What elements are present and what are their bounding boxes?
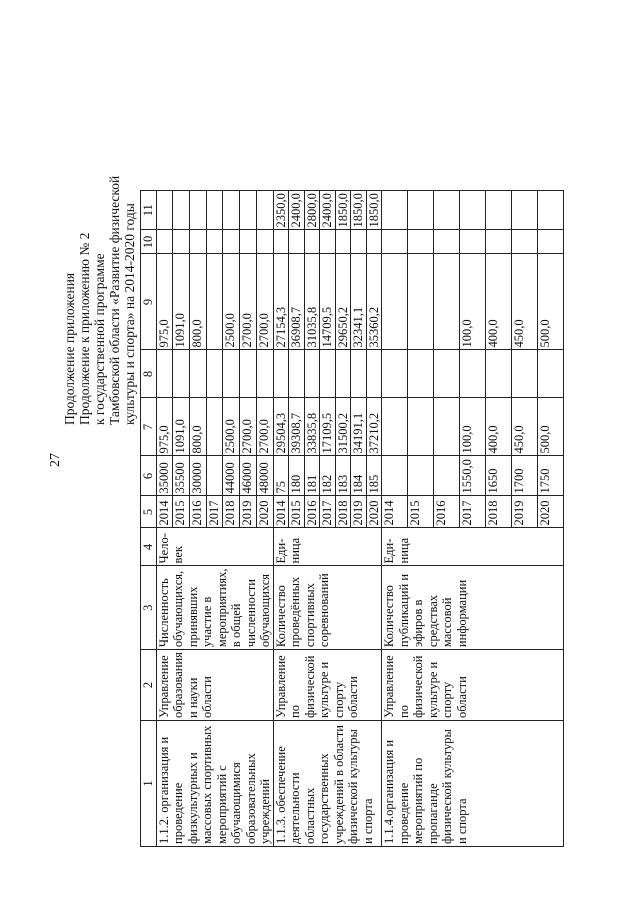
value-cell: 1850,0 [335, 191, 351, 230]
indicator-cell: Количество публикаций и эфиров в средствах массовой информации [382, 566, 564, 650]
value-cell [156, 191, 173, 230]
value-cell: 34191,1 [351, 398, 367, 456]
value-cell: 29504,3 [273, 398, 289, 456]
value-cell [351, 230, 367, 254]
value-cell: 181 [304, 456, 320, 496]
year-cell: 2019 [240, 496, 257, 528]
value-cell [434, 230, 460, 254]
value-cell: 400,0 [486, 254, 512, 350]
year-cell: 2016 [304, 496, 320, 528]
value-cell [408, 230, 434, 254]
value-cell: 180 [289, 456, 305, 496]
value-cell: 800,0 [189, 254, 206, 350]
value-cell: 183 [335, 456, 351, 496]
value-cell [408, 398, 434, 456]
year-cell: 2019 [512, 496, 538, 528]
value-cell [320, 350, 336, 398]
value-cell: 2700,0 [256, 398, 273, 456]
value-cell: 2400,0 [320, 191, 336, 230]
unit-cell: Еди-ница [273, 528, 382, 566]
value-cell [538, 230, 564, 254]
value-cell [173, 230, 190, 254]
value-cell [486, 230, 512, 254]
value-cell [366, 350, 382, 398]
value-cell [320, 230, 336, 254]
header-line: Продолжение приложения [62, 272, 77, 425]
col-header: 10 [141, 230, 157, 254]
value-cell: 184 [351, 456, 367, 496]
value-cell [382, 254, 408, 350]
value-cell [408, 456, 434, 496]
value-cell [206, 350, 223, 398]
value-cell [408, 350, 434, 398]
value-cell [335, 350, 351, 398]
year-cell: 2016 [189, 496, 206, 528]
value-cell: 975,0 [156, 398, 173, 456]
value-cell: 32341,1 [351, 254, 367, 350]
value-cell: 100,0 [460, 398, 486, 456]
value-cell: 30000 [189, 456, 206, 496]
value-cell [486, 350, 512, 398]
value-cell: 2500,0 [223, 398, 240, 456]
value-cell: 2500,0 [223, 254, 240, 350]
col-header: 6 [141, 456, 157, 496]
col-header: 8 [141, 350, 157, 398]
value-cell [382, 230, 408, 254]
value-cell [434, 254, 460, 350]
value-cell [351, 350, 367, 398]
value-cell [460, 350, 486, 398]
indicator-cell: Численность обучающихся, принявших участие в мероприятиях, в общей численности обучающихся [156, 566, 273, 650]
year-cell: 2020 [366, 496, 382, 528]
value-cell: 27154,3 [273, 254, 289, 350]
col-header: 4 [141, 528, 157, 566]
value-cell: 1700 [512, 456, 538, 496]
value-cell: 1750 [538, 456, 564, 496]
value-cell [486, 191, 512, 230]
value-cell [206, 230, 223, 254]
value-cell [434, 191, 460, 230]
value-cell [206, 191, 223, 230]
value-cell: 2400,0 [289, 191, 305, 230]
value-cell: 31500,2 [335, 398, 351, 456]
value-cell [382, 191, 408, 230]
year-cell: 2014 [382, 496, 408, 528]
header-line: к государственной программе [92, 253, 107, 425]
value-cell [240, 350, 257, 398]
value-cell [240, 191, 257, 230]
col-header: 7 [141, 398, 157, 456]
value-cell: 35000 [156, 456, 173, 496]
value-cell: 1091,0 [173, 398, 190, 456]
year-cell: 2017 [460, 496, 486, 528]
value-cell [189, 191, 206, 230]
activity-cell: 1.1.4.организация и проведение мероприятий по пропаганде физической культуры и спорта [382, 721, 564, 847]
table-row [382, 191, 408, 847]
value-cell: 1550,0 [460, 456, 486, 496]
value-cell: 36908,7 [289, 254, 305, 350]
value-cell [538, 350, 564, 398]
value-cell: 35500 [173, 456, 190, 496]
value-cell: 500,0 [538, 254, 564, 350]
table-row [273, 191, 289, 847]
value-cell [156, 350, 173, 398]
value-cell: 17109,5 [320, 398, 336, 456]
value-cell [173, 191, 190, 230]
year-cell: 2019 [351, 496, 367, 528]
col-header: 5 [141, 496, 157, 528]
value-cell: 400,0 [486, 398, 512, 456]
value-cell: 48000 [256, 456, 273, 496]
value-cell [273, 350, 289, 398]
value-cell [512, 230, 538, 254]
value-cell [256, 350, 273, 398]
value-cell [189, 230, 206, 254]
value-cell [206, 254, 223, 350]
year-cell: 2015 [408, 496, 434, 528]
value-cell [382, 398, 408, 456]
table-body [156, 191, 564, 847]
value-cell: 14709,5 [320, 254, 336, 350]
value-cell: 29650,2 [335, 254, 351, 350]
header-line: Продолжение к приложению № 2 [77, 232, 92, 425]
value-cell: 975,0 [156, 254, 173, 350]
value-cell: 2700,0 [240, 398, 257, 456]
value-cell [408, 191, 434, 230]
col-header: 1 [141, 721, 157, 847]
value-cell: 37210,2 [366, 398, 382, 456]
value-cell [189, 350, 206, 398]
program-table [140, 190, 564, 847]
value-cell [223, 350, 240, 398]
value-cell [460, 191, 486, 230]
value-cell: 1850,0 [366, 191, 382, 230]
year-cell: 2017 [320, 496, 336, 528]
value-cell: 1650 [486, 456, 512, 496]
value-cell: 2800,0 [304, 191, 320, 230]
value-cell [173, 350, 190, 398]
page-number: 27 [48, 453, 63, 467]
value-cell [273, 230, 289, 254]
value-cell [335, 230, 351, 254]
header-line: культуры и спорта» на 2014-2020 годы [122, 203, 137, 425]
value-cell: 39308,7 [289, 398, 305, 456]
year-cell: 2018 [223, 496, 240, 528]
value-cell: 2700,0 [240, 254, 257, 350]
value-cell: 500,0 [538, 398, 564, 456]
year-cell: 2014 [156, 496, 173, 528]
value-cell: 100,0 [460, 254, 486, 350]
value-cell: 1091,0 [173, 254, 190, 350]
value-cell [460, 230, 486, 254]
header-block [62, 25, 137, 425]
year-cell: 2016 [434, 496, 460, 528]
table-row [156, 191, 173, 847]
value-cell [223, 191, 240, 230]
indicator-cell: Количество проведённых спортивных соревнований [273, 566, 382, 650]
col-header: 11 [141, 191, 157, 230]
value-cell: 1850,0 [351, 191, 367, 230]
value-cell: 185 [366, 456, 382, 496]
value-cell [289, 350, 305, 398]
year-cell: 2020 [256, 496, 273, 528]
value-cell [289, 230, 305, 254]
value-cell [434, 350, 460, 398]
col-header: 9 [141, 254, 157, 350]
value-cell: 75 [273, 456, 289, 496]
value-cell: 33835,8 [304, 398, 320, 456]
value-cell [538, 191, 564, 230]
value-cell: 2350,0 [273, 191, 289, 230]
executor-cell: Управление по физической культуре и спорту области [273, 650, 382, 721]
value-cell [366, 230, 382, 254]
value-cell [206, 398, 223, 456]
value-cell [382, 350, 408, 398]
value-cell [304, 350, 320, 398]
header-row [141, 191, 157, 847]
value-cell [206, 456, 223, 496]
value-cell [223, 230, 240, 254]
value-cell [256, 230, 273, 254]
year-cell: 2018 [486, 496, 512, 528]
value-cell: 44000 [223, 456, 240, 496]
value-cell [382, 456, 408, 496]
value-cell: 35360,2 [366, 254, 382, 350]
value-cell: 182 [320, 456, 336, 496]
value-cell [512, 350, 538, 398]
value-cell [512, 191, 538, 230]
year-cell: 2014 [273, 496, 289, 528]
col-header: 2 [141, 650, 157, 721]
year-cell: 2018 [335, 496, 351, 528]
year-cell: 2015 [173, 496, 190, 528]
value-cell: 800,0 [189, 398, 206, 456]
value-cell: 450,0 [512, 398, 538, 456]
unit-cell: Еди-ница [382, 528, 564, 566]
year-cell: 2020 [538, 496, 564, 528]
value-cell: 31035,8 [304, 254, 320, 350]
year-cell: 2017 [206, 496, 223, 528]
value-cell [256, 191, 273, 230]
activity-cell: 1.1.2. организация и проведение физкультурных и массовых спортивных мероприятий с обучающимися образовательных учреждений [156, 721, 273, 847]
col-header: 3 [141, 566, 157, 650]
value-cell [156, 230, 173, 254]
executor-cell: Управление по физической культуре и спорту области [382, 650, 564, 721]
value-cell [434, 398, 460, 456]
value-cell [304, 230, 320, 254]
value-cell [434, 456, 460, 496]
value-cell: 2700,0 [256, 254, 273, 350]
executor-cell: Управление образования и науки области [156, 650, 273, 721]
unit-cell: Чело-век [156, 528, 273, 566]
header-line: Тамбовской области «Развитие физической [107, 175, 122, 425]
value-cell: 450,0 [512, 254, 538, 350]
activity-cell: 1.1.3. обеспечение деятельности областных государственных учреждений в области физической культуры и спорта [273, 721, 382, 847]
year-cell: 2015 [289, 496, 305, 528]
value-cell: 46000 [240, 456, 257, 496]
value-cell [240, 230, 257, 254]
value-cell [408, 254, 434, 350]
